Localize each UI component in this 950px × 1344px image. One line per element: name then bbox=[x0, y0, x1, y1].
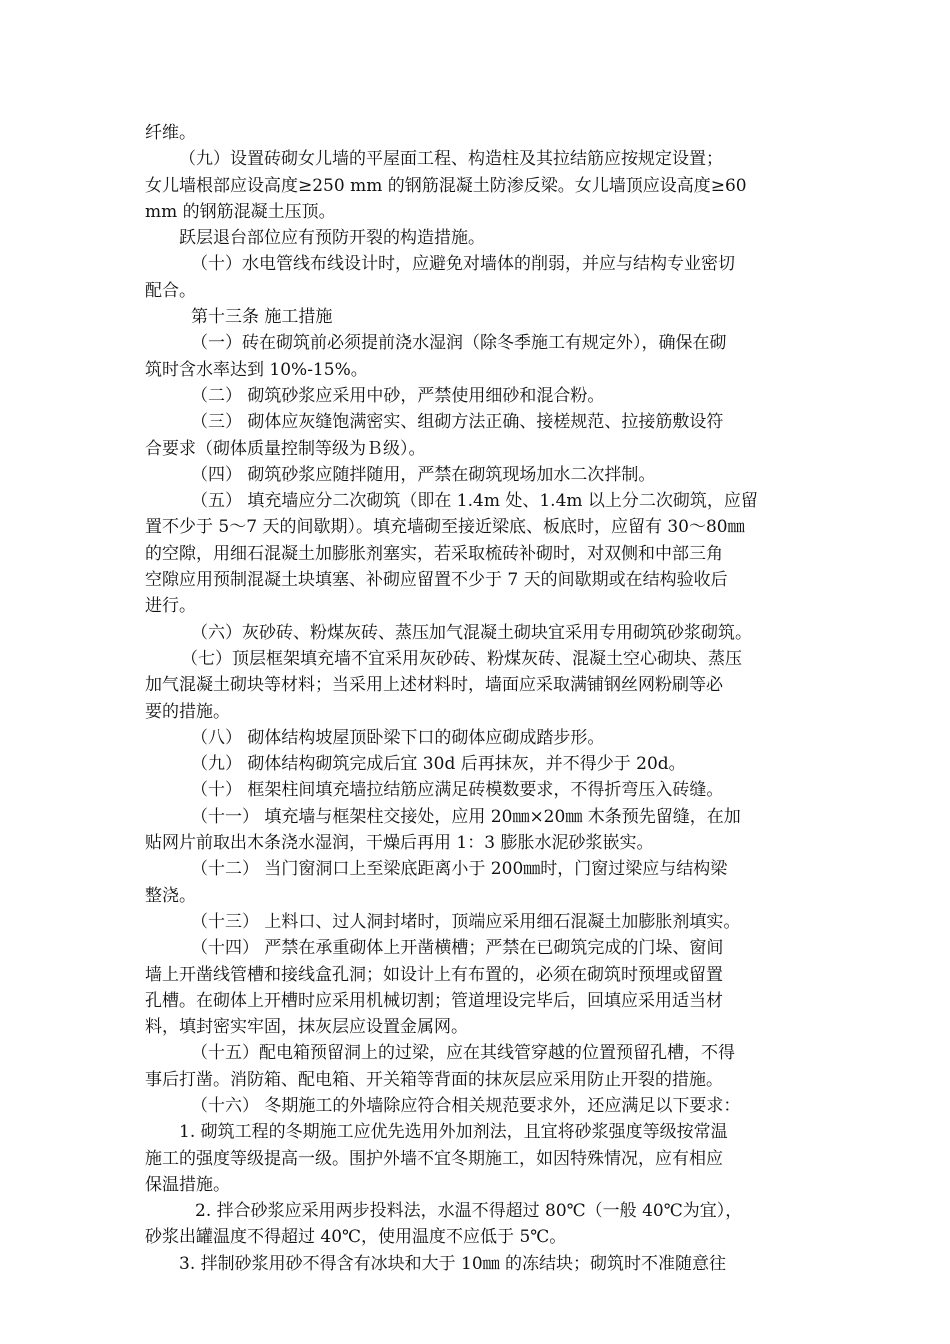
paragraph-line: 2. 拌合砂浆应采用两步投料法，水温不得超过 80℃（一般 40℃为宜）， bbox=[195, 1201, 743, 1222]
paragraph-line: 事后打凿。消防箱、配电箱、开关箱等背面的抹灰层应采用防止开裂的措施。 bbox=[145, 1069, 723, 1090]
paragraph-line: （十）水电管线布线设计时，应避免对墙体的削弱，并应与结构专业密切 bbox=[191, 254, 735, 275]
paragraph-line: 加气混凝土砌块等材料；当采用上述材料时，墙面应采取满铺钢丝网粉刷等必 bbox=[145, 675, 723, 696]
paragraph-line: （一）砖在砌筑前必须提前浇水湿润（除冬季施工有规定外），确保在砌 bbox=[191, 333, 727, 354]
paragraph-line: （十四） 严禁在承重砌体上开凿横槽；严禁在已砌筑完成的门垛、窗间 bbox=[191, 938, 724, 959]
paragraph-line: （九）设置砖砌女儿墙的平屋面工程、构造柱及其拉结筋应按规定设置； bbox=[179, 149, 723, 170]
paragraph-line: （七）顶层框架填充墙不宜采用灰砂砖、粉煤灰砖、混凝土空心砌块、蒸压 bbox=[181, 648, 742, 669]
paragraph-line: 1. 砌筑工程的冬期施工应优先选用外加剂法，且宜将砂浆强度等级按常温 bbox=[179, 1122, 728, 1143]
paragraph-line: 合要求（砌体质量控制等级为Ｂ级）。 bbox=[145, 438, 426, 459]
paragraph-line: 跃层退台部位应有预防开裂的构造措施。 bbox=[179, 228, 485, 249]
paragraph-line: 整浇。 bbox=[145, 885, 196, 906]
paragraph-line: 贴网片前取出木条浇水湿润，干燥后再用 1：3 膨胀水泥砂浆嵌实。 bbox=[145, 833, 654, 854]
section-heading: 第十三条 施工措施 bbox=[191, 307, 333, 328]
paragraph-line: 料，填封密实牢固，抹灰层应设置金属网。 bbox=[145, 1017, 468, 1038]
paragraph-line: 孔槽。在砌体上开槽时应采用机械切割；管道埋设完毕后，回填应采用适当材 bbox=[145, 990, 723, 1011]
paragraph-line: （十三） 上料口、过人洞封堵时，顶端应采用细石混凝土加膨胀剂填实。 bbox=[191, 911, 741, 932]
paragraph-line: 墙上开凿线管槽和接线盒孔洞；如设计上有布置的，必须在砌筑时预埋或留置 bbox=[145, 964, 723, 985]
paragraph-line: 砂浆出罐温度不得超过 40℃，使用温度不应低于 5℃。 bbox=[145, 1227, 567, 1248]
document-body bbox=[145, 120, 811, 1277]
paragraph-line: （四） 砌筑砂浆应随拌随用，严禁在砌筑现场加水二次拌制。 bbox=[191, 464, 656, 485]
paragraph-line: 筑时含水率达到 10%-15%。 bbox=[145, 359, 368, 380]
paragraph-line: （八） 砌体结构坡屋顶卧梁下口的砌体应砌成踏步形。 bbox=[191, 727, 605, 748]
paragraph-line: 空隙应用预制混凝土块填塞、补砌应留置不少于 7 天的间歇期或在结构验收后 bbox=[145, 570, 728, 591]
paragraph-line: （六）灰砂砖、粉煤灰砖、蒸压加气混凝土砌块宜采用专用砌筑砂浆砌筑。 bbox=[191, 622, 752, 643]
paragraph-line: 保温措施。 bbox=[145, 1174, 230, 1195]
paragraph-line: 纤维。 bbox=[145, 123, 196, 143]
paragraph-line: （十） 框架柱间填充墙拉结筋应满足砖模数要求，不得折弯压入砖缝。 bbox=[191, 780, 724, 801]
paragraph-line: 3. 拌制砂浆用砂不得含有冰块和大于 10㎜ 的冻结块；砌筑时不准随意往 bbox=[179, 1253, 727, 1274]
paragraph-line: （十五）配电箱预留洞上的过梁，应在其线管穿越的位置预留孔槽，不得 bbox=[191, 1043, 735, 1064]
paragraph-line: 要的措施。 bbox=[145, 701, 230, 722]
paragraph-line: 施工的强度等级提高一级。围护外墙不宜冬期施工，如因特殊情况，应有相应 bbox=[145, 1148, 723, 1169]
paragraph-line: （十六） 冬期施工的外墙除应符合相关规范要求外，还应满足以下要求： bbox=[191, 1095, 741, 1116]
paragraph-line: （十二） 当门窗洞口上至梁底距离小于 200㎜时，门窗过梁应与结构梁 bbox=[191, 859, 728, 880]
paragraph-line: （十一） 填充墙与框架柱交接处，应用 20㎜×20㎜ 木条预先留缝，在加 bbox=[191, 806, 741, 827]
paragraph-line: （九） 砌体结构砌筑完成后宜 30d 后再抹灰，并不得少于 20d。 bbox=[191, 754, 686, 775]
paragraph-line: 置不少于 5～7 天的间歇期）。填充墙砌至接近梁底、板底时，应留有 30～80㎜ bbox=[145, 517, 745, 538]
paragraph-line: （五） 填充墙应分二次砌筑（即在 1.4m 处、1.4m 以上分二次砌筑，应留 bbox=[191, 491, 758, 512]
paragraph-line: mm 的钢筋混凝土压顶。 bbox=[145, 201, 336, 222]
paragraph-line: （三） 砌体应灰缝饱满密实、组砌方法正确、接槎规范、拉接筋敷设符 bbox=[191, 412, 724, 433]
paragraph-line: 配合。 bbox=[145, 280, 196, 301]
paragraph-line: 进行。 bbox=[145, 596, 196, 617]
paragraph-line: 女儿墙根部应设高度≥250 mm 的钢筋混凝土防渗反梁。女儿墙顶应设高度≥60 bbox=[145, 175, 747, 196]
paragraph-line: 的空隙，用细石混凝土加膨胀剂塞实，若采取梳砖补砌时，对双侧和中部三角 bbox=[145, 543, 723, 564]
paragraph-line: （二） 砌筑砂浆应采用中砂，严禁使用细砂和混合粉。 bbox=[191, 385, 605, 406]
